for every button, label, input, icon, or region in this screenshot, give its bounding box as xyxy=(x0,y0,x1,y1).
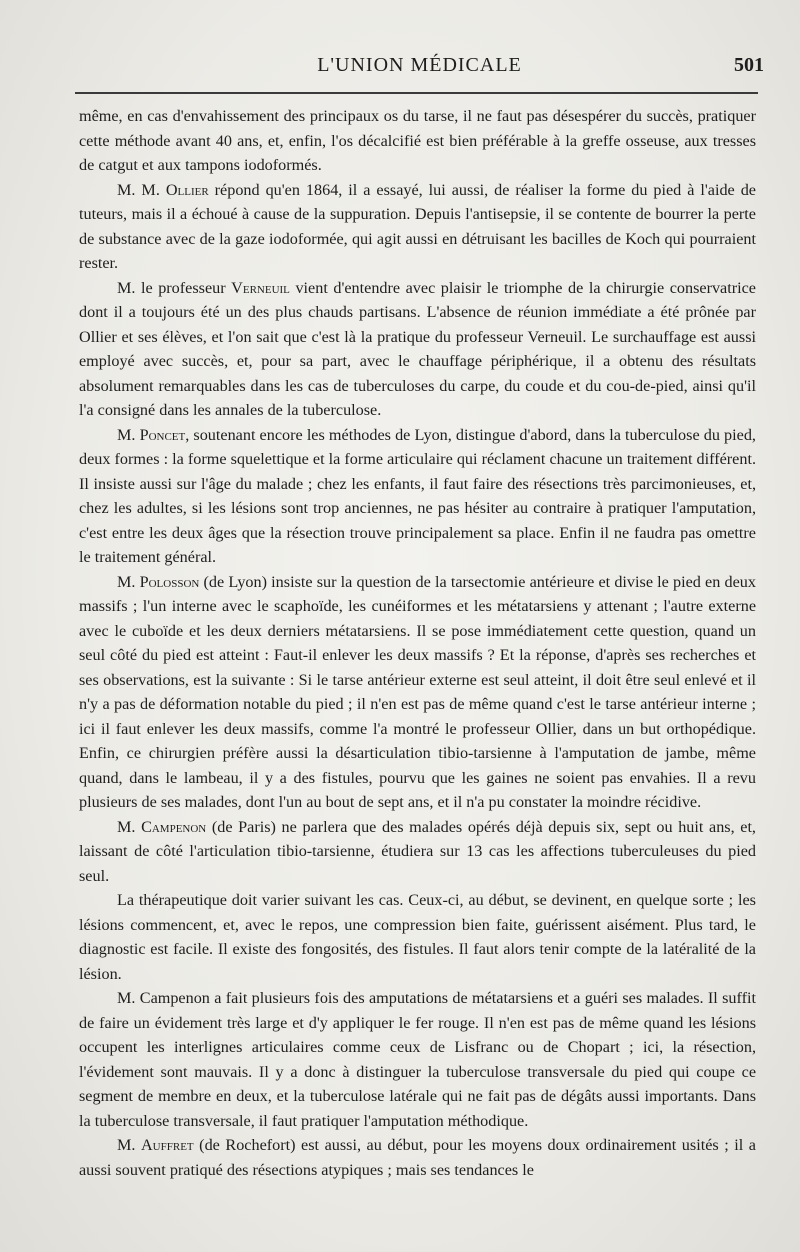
header-rule xyxy=(75,92,758,94)
paragraph: M. Campenon (de Paris) ne parlera que des malades opérés déjà depuis six, sept ou huit ans, et, laissant de côté l'articulation tibio-tarsienne, étudiera sur 13 cas les affections tuberculeuses du pied seul. xyxy=(79,817,756,885)
speaker-name: Auffret xyxy=(140,1136,194,1154)
speaker-name: Polosson xyxy=(139,572,200,591)
speaker-name: Verneuil xyxy=(231,278,290,297)
paragraph: M. M. Ollier répond qu'en 1864, il a essayé, lui aussi, de réaliser la forme du pied à l'aide de tuteurs, mais il a échoué à cause de la suppuration. Depuis l'antisepsie, il se contente de bourrer la perte de substance avec de la gaze iodoformée, qui agit aussi en détruisant les bacilles de Koch qui pourraient rester. xyxy=(79,180,756,272)
article-body xyxy=(79,104,756,1182)
paragraph: La thérapeutique doit varier suivant les cas. Ceux-ci, au début, se devinent, en quelque sorte ; les lésions commencent, et, avec le repos, une compression bien faite, guérissent aisément. Plus tard, le diagnostic est facile. Il existe des fongosités, des fistules. Il faut alors tenir compte de la latéralité de la lésion. xyxy=(79,891,756,983)
page-header xyxy=(75,52,764,88)
paragraph: M. Auffret (de Rochefort) est aussi, au début, pour les moyens doux ordinairement usités ; il a aussi souvent pratiqué des résections atypiques ; mais ses tendances le xyxy=(79,1136,756,1179)
paragraph: M. le professeur Verneuil vient d'entendre avec plaisir le triomphe de la chirurgie conservatrice dont il a toujours été un des plus chauds partisans. L'absence de réunion immédiate a été prônée par Ollier et ses élèves, et l'on sait que c'est là la pratique du professeur Verneuil. Le surchauffage est aussi employé avec succès, et, pour sa part, avec le chauffage périphérique, il a obtenu des résultats absolument remarquables dans les cas de tuberculoses du carpe, du coude et du cou-de-pied, ainsi qu'il l'a consigné dans les annales de la tuberculose. xyxy=(79,278,756,419)
running-title: L'UNION MÉDICALE xyxy=(317,54,522,76)
paragraph: même, en cas d'envahissement des principaux os du tarse, il ne faut pas désespérer du succès, pratiquer cette méthode avant 40 ans, et, enfin, l'os décalcifié est bien préférable à la greffe osseuse, aux tresses de catgut et aux tampons iodoformés. xyxy=(79,107,756,174)
paragraph: M. Poncet, soutenant encore les méthodes de Lyon, distingue d'abord, dans la tuberculose du pied, deux formes : la forme squelettique et la forme articulaire qui réclament chacune un traitement différent. Il insiste aussi sur l'âge du malade ; chez les enfants, il faut faire des résections très parcimonieuses, et, chez les adultes, si les lésions sont trop anciennes, ne pas hésiter au contraire à pratiquer l'amputation, c'est entre les deux âges que la résection trouve principalement sa place. Enfin il ne faudra pas omettre le traitement général. xyxy=(79,425,756,566)
speaker-name: Poncet xyxy=(139,425,186,444)
page-number: 501 xyxy=(734,54,764,76)
speaker-name: M. Ollier xyxy=(141,180,209,199)
paragraph: M. Polosson (de Lyon) insiste sur la question de la tarsectomie antérieure et divise le pied en deux massifs ; l'un interne avec le scaphoïde, les cunéiformes et les métatarsiens y attenant ; l'autre externe avec le cuboïde et les deux derniers métatarsiens. Il se pose immédiatement cette question, quand un seul côté du pied est atteint : Faut-il enlever les deux massifs ? Et la réponse, d'après ses recherches et ses observations, est la suivante : Si le tarse antérieur externe est seul atteint, il doit être seul enlevé et il n'y a pas de déformation notable du pied ; il n'en est pas de même quand c'est le tarse antérieur interne ; ici il faut enlever les deux massifs, comme l'a montré le professeur Ollier, dans un but orthopédique. Enfin, ce chirurgien préfère aussi la désarticulation tibio-tarsienne à l'amputation de jambe, même quand, dans le lambeau, il y a des fistules, pourvu que les gaines ne soient pas envahies. Il a revu plusieurs de ses malades, dont l'un au bout de sept ans, et il n'a pu constater la moindre récidive. xyxy=(79,572,756,811)
speaker-name: Campenon xyxy=(141,817,207,836)
paragraph: M. Campenon a fait plusieurs fois des amputations de métatarsiens et a guéri ses malades. Il suffit de faire un évidement très large et d'y appliquer le fer rouge. Il n'en est pas de même quand les lésions occupent les interlignes articulaires comme ceux de Lisfranc ou de Chopart ; ici, la résection, l'évidement sont mauvais. Il y a donc à distinguer la tuberculose transversale du pied qui coupe ce segment de membre en deux, et la tuberculose latérale qui ne fait pas de dégâts aussi importants. Dans la tuberculose transversale, il faut pratiquer l'amputation méthodique. xyxy=(79,989,756,1130)
